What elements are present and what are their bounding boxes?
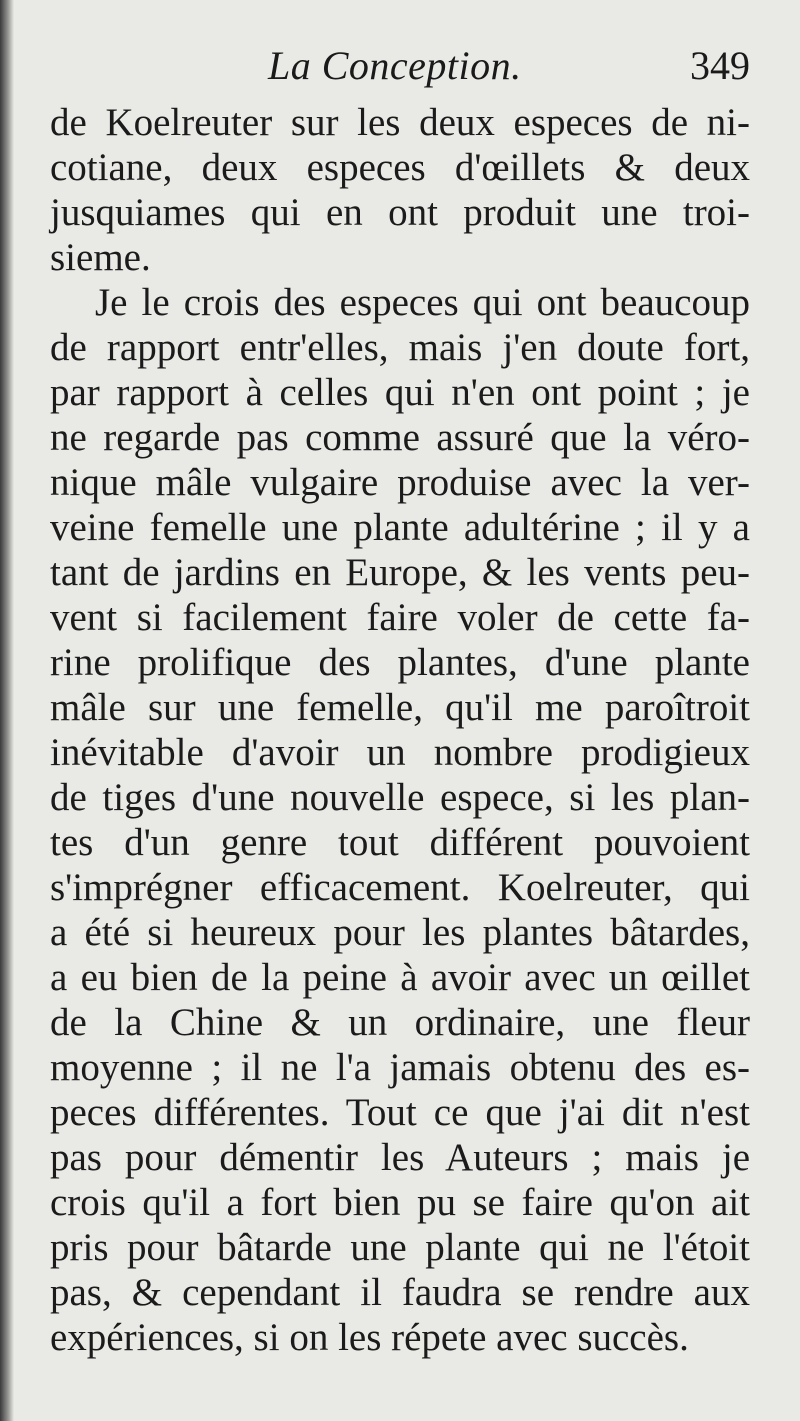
text-line: de rapport entr'elles, mais j'en doute fort, — [50, 326, 750, 369]
text-line: moyenne ; il ne l'a jamais obtenu des es- — [50, 1046, 750, 1089]
text-line: pris pour bâtarde une plante qui ne l'étoit — [50, 1226, 750, 1269]
page-number: 349 — [690, 43, 750, 88]
text-line: tes d'un genre tout différent pouvoient — [50, 821, 750, 864]
text-line: mâle sur une femelle, qu'il me paroîtroit — [50, 686, 750, 729]
text-line: veine femelle une plante adultérine ; il y a — [50, 506, 750, 549]
body-text — [50, 100, 750, 1360]
text-line: de Koelreuter sur les deux especes de ni- — [50, 101, 750, 144]
text-line: sieme. — [50, 236, 151, 279]
text-line: peces différentes. Tout ce que j'ai dit n'est — [50, 1091, 750, 1134]
text-line: Je le crois des especes qui ont beaucoup — [95, 281, 750, 324]
text-line: tant de jardins en Europe, & les vents peu- — [50, 551, 750, 594]
text-line: nique mâle vulgaire produise avec la ver- — [50, 461, 750, 504]
text-line: pas pour démentir les Auteurs ; mais je — [50, 1136, 750, 1179]
text-line: expériences, si on les répete avec succès. — [50, 1316, 689, 1359]
binding-edge — [0, 0, 14, 1421]
text-line: ne regarde pas comme assuré que la véro- — [50, 416, 750, 459]
text-line: par rapport à celles qui n'en ont point ; je — [50, 371, 750, 414]
running-head — [50, 42, 750, 92]
running-title: La Conception. — [268, 43, 522, 88]
text-line: a eu bien de la peine à avoir avec un œillet — [50, 956, 750, 999]
text-line: crois qu'il a fort bien pu se faire qu'on ait — [50, 1181, 750, 1224]
text-line: pas, & cependant il faudra se rendre aux — [50, 1271, 750, 1314]
text-line: s'imprégner efficacement. Koelreuter, qui — [50, 866, 750, 909]
text-line: a été si heureux pour les plantes bâtardes, — [50, 911, 750, 954]
text-line: de tiges d'une nouvelle espece, si les plan- — [50, 776, 750, 819]
text-line: cotiane, deux especes d'œillets & deux — [50, 146, 750, 189]
text-line: vent si facilement faire voler de cette fa- — [50, 596, 750, 639]
text-line: de la Chine & un ordinaire, une fleur — [50, 1001, 750, 1044]
text-line: inévitable d'avoir un nombre prodigieux — [50, 731, 750, 774]
text-line: jusquiames qui en ont produit une troi- — [50, 191, 750, 234]
text-line: rine prolifique des plantes, d'une plante — [50, 641, 750, 684]
